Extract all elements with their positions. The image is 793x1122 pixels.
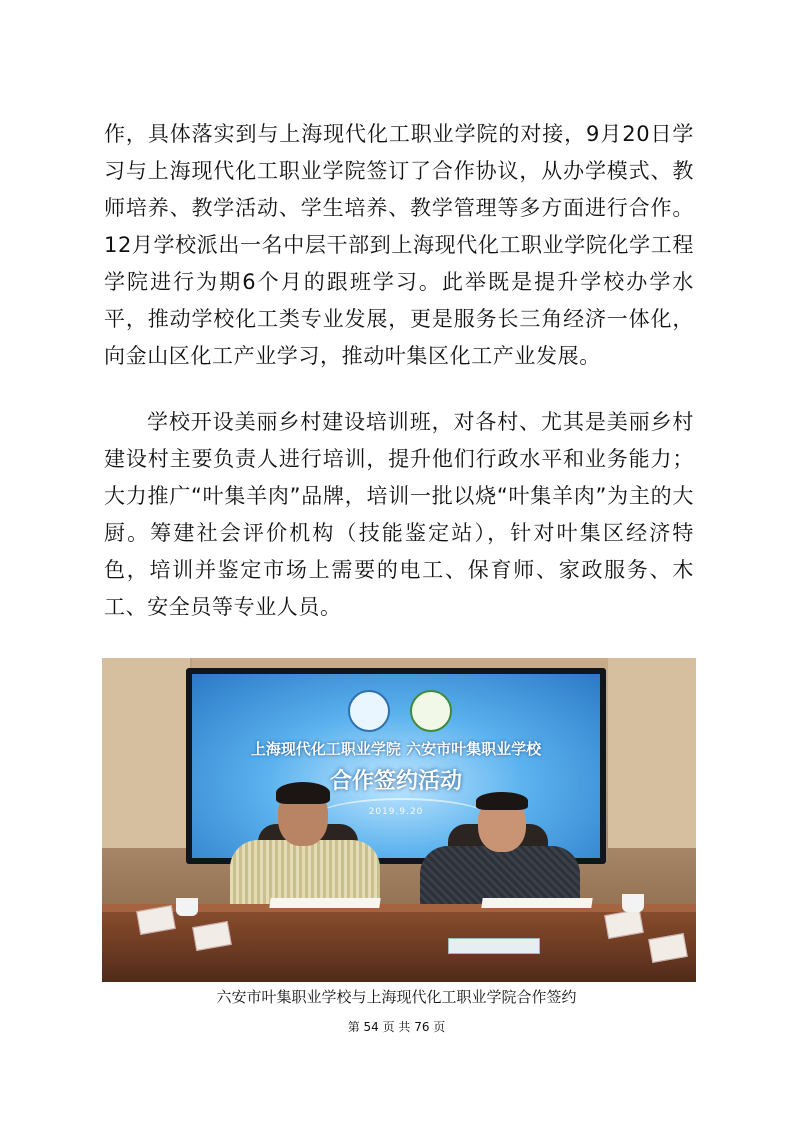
cup <box>176 898 198 916</box>
cup <box>622 894 644 912</box>
screen-banner-title: 合作签约活动 <box>329 768 462 794</box>
signing-ceremony-photo <box>102 658 696 982</box>
screen-date: 2019.9.20 <box>368 807 424 817</box>
power-socket <box>448 938 540 954</box>
page-number: 第 54 页 共 76 页 <box>347 1020 446 1034</box>
school-logo-icon <box>410 690 452 732</box>
wall-panel <box>608 658 696 848</box>
body-paragraph-2: 学校开设美丽乡村建设培训班，对各村、尤其是美丽乡村建设村主要负责人进行培训，提升他们行政水平和业务能力；大力推广“叶集羊肉”品牌，培训一批以烧“叶集羊肉”为主的大厨。筹建社会评价机构（技能鉴定站），针对叶集区经济特色，培训并鉴定市场上需要的电工、保育师、家政服务、木工、安全员等专业人员。 <box>104 410 694 619</box>
wall-panel <box>102 658 192 848</box>
screen-banner-schools: 上海现代化工职业学院 六安市叶集职业学校 <box>250 740 542 758</box>
figure-caption: 六安市叶集职业学校与上海现代化工职业学院合作签约 <box>216 988 577 1006</box>
body-paragraph-1: 作，具体落实到与上海现代化工职业学院的对接，9月20日学习与上海现代化工职业学院签订了合作协议，从办学模式、教师培养、教学活动、学生培养、教学管理等多方面进行合作。12月学校派出一名中层干部到上海现代化工职业学院化学工程学院进行为期6个月的跟班学习。此举既是提升学校办学水平，推动学校化工类专业发展，更是服务长三角经济一体化，向金山区化工产业学习，推动叶集区化工产业发展。 <box>104 122 694 368</box>
document <box>481 898 592 908</box>
document <box>269 898 380 908</box>
school-logo-icon <box>348 690 390 732</box>
